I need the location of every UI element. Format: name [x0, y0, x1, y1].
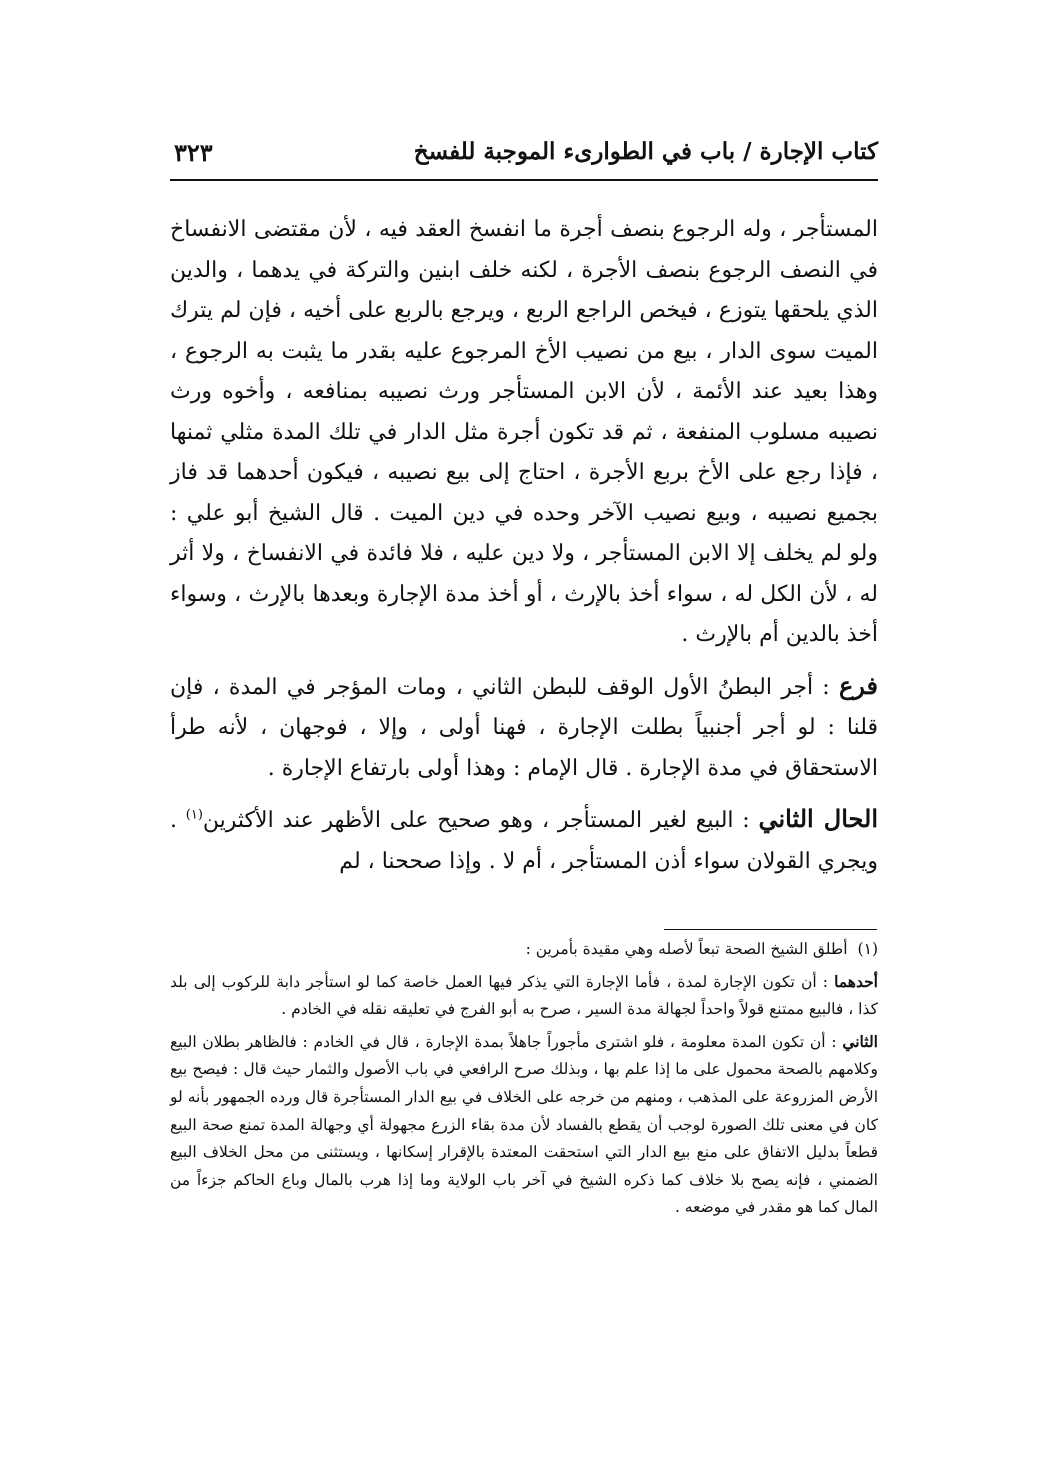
paragraph-text: : البيع لغير المستأجر ، وهو صحيح على الأظهر عند الأكثرين	[202, 808, 750, 833]
paragraph-text: . ويجري القولان سواء أذن المستأجر ، أم لا . وإذا صححنا ، لم	[170, 808, 878, 874]
footnote-lead: أحدهما	[834, 971, 878, 991]
footnote-lead: الثاني	[842, 1031, 878, 1051]
paragraph-text: : أجر البطنُ الأول الوقف للبطن الثاني ، ومات المؤجر في المدة ، فإن قلنا : لو أجر أجنبياً بطلت الإجارة ، فهنا أولى ، وإلا ، فوجهان ، لأنه طرأ الاستحقاق في مدة الإجارة . قال الإمام : وهذا أولى بارتفاع الإجارة .	[170, 674, 878, 781]
footnote-marker: (١)	[857, 940, 878, 958]
footnote-text: أطلق الشيخ الصحة تبعاً لأصله وهي مقيدة بأمرين :	[525, 940, 848, 958]
page-header	[170, 132, 878, 176]
footnote-reference: (١)	[185, 807, 203, 823]
footnote-intro	[170, 936, 878, 964]
paragraph-continuation: المستأجر ، وله الرجوع بنصف أجرة ما انفسخ العقد فيه ، لأن مقتضى الانفساخ في النصف الرجوع بنصف الأجرة ، لكنه خلف ابنين والتركة في يدهما ، والدين الذي يلحقها يتوزع ، فيخص الراجع الربع ، ويرجع بالربع على أخيه ، فإن لم يترك الميت سوى الدار ، بيع من نصيب الأخ المرجوع عليه بقدر ما يثبت به الرجوع ، وهذا بعيد عند الأئمة ، لأن الابن المستأجر ورث نصيبه بمنافعه ، وأخوه ورث نصيبه مسلوب المنفعة ، ثم قد تكون أجرة مثل الدار في تلك المدة مثلي ثمنها ، فإذا رجع على الأخ بربع الأجرة ، احتاج إلى بيع نصيبه ، فيكون أحدهما قد فاز بجميع نصيبه ، وبيع نصيب الآخر وحده في دين الميت . قال الشيخ أبو علي : ولو لم يخلف إلا الابن المستأجر ، ولا دين عليه ، فلا فائدة في الانفساخ ، ولا أثر له ، لأن الكل له ، سواء أخذ بالإرث ، أو أخذ مدة الإجارة وبعدها بالإرث ، وسواء أخذ بالدين أم بالإرث .	[170, 217, 878, 647]
page-number: ٣٢٣	[174, 138, 213, 167]
paragraph-lead: فرع	[838, 670, 878, 700]
paragraph-lead: الحال الثاني	[758, 804, 879, 833]
paragraph-second-case	[170, 799, 878, 882]
footnote-divider	[664, 929, 877, 930]
footnotes	[170, 936, 878, 1222]
header-divider	[170, 179, 878, 181]
footnote-text: : أن تكون الإجارة لمدة ، فأما الإجارة التي يذكر فيها العمل خاصة كما لو استأجر دابة للركوب إلى بلد كذا ، فالبيع ممتنع قولاً واحداً لجهالة مدة السير ، صرح به أبو الفرج في تعليقه نقله في الخادم .	[170, 972, 878, 1019]
main-text	[170, 210, 878, 882]
paragraph-far	[170, 666, 878, 790]
running-title: كتاب الإجارة / باب في الطوارىء الموجبة للفسخ	[413, 138, 878, 165]
footnote-first-condition	[170, 968, 878, 1024]
footnote-second-condition	[170, 1028, 878, 1222]
footnote-text: : أن تكون المدة معلومة ، فلو اشترى مأجوراً جاهلاً بمدة الإجارة ، قال في الخادم : فالظاهر بطلان البيع وكلامهم بالصحة محمول على ما إذا علم بها ، وبذلك صرح الرافعي في باب الأصول والثمار حيث قال : فيصح بيع الأرض المزروعة على المذهب ، ومنهم من خرجه على الخلاف في بيع الدار المستأجرة قال ورده الجمهور بأنه لو كان في معنى تلك الصورة لوجب أن يقطع بالفساد لأن مدة بقاء الزرع مجهولة أي وجهالة المدة تمنع صحة البيع قطعاً بدليل الاتفاق على منع بيع الدار التي استحقت المعتدة بالإقرار إسكانها ، ويستثنى من محل الخلاف البيع الضمني ، فإنه يصح بلا خلاف كما ذكره الشيخ في آخر باب الولاية وما إذا هرب بالمال وباع الحاكم جزءاً من المال كما هو مقدر في موضعه .	[170, 1032, 878, 1217]
